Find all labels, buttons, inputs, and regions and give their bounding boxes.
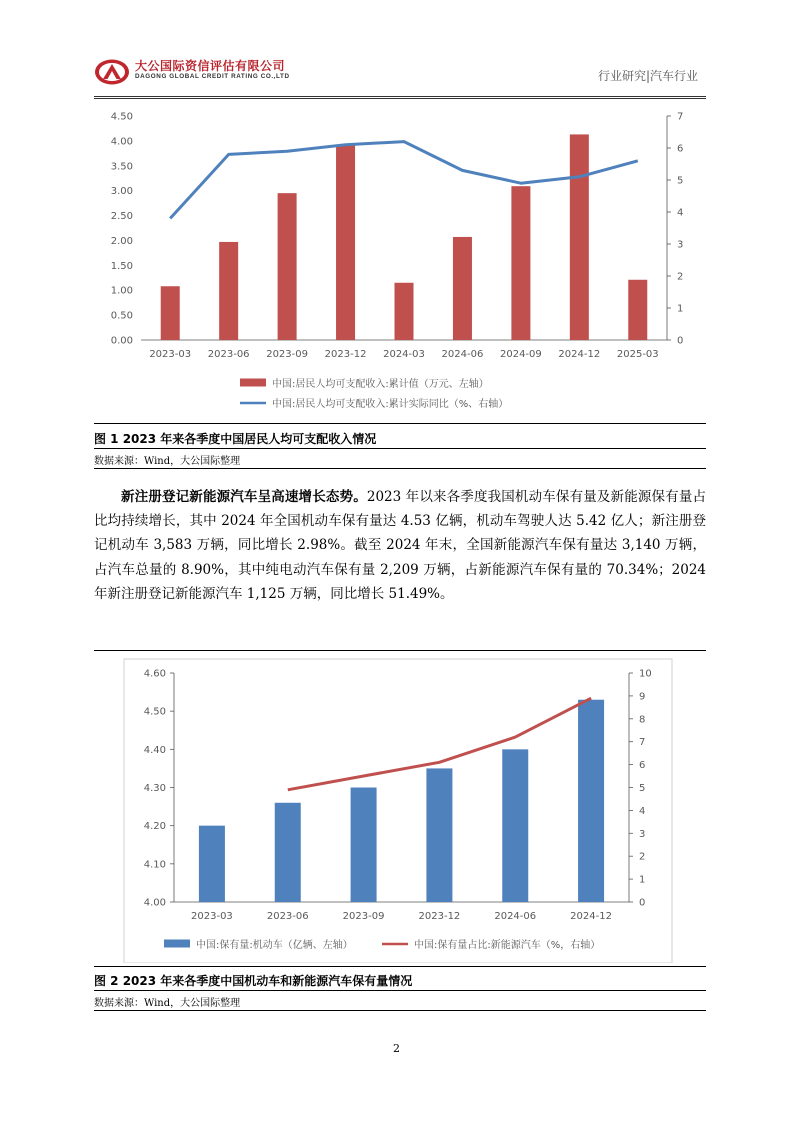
fig1-ytick-right: 3 xyxy=(677,239,684,251)
fig2-xtick: 2023-06 xyxy=(266,911,309,922)
fig1-xtick: 2024-09 xyxy=(499,349,542,360)
fig1-bar xyxy=(511,186,530,340)
fig1-ytick-left: 2.50 xyxy=(110,211,133,223)
fig2-ytick-right: 1 xyxy=(639,874,646,886)
figure2-caption-rule xyxy=(94,990,706,991)
fig2-xtick: 2024-12 xyxy=(570,911,612,922)
fig2-ytick-right: 6 xyxy=(639,760,646,772)
fig1-ytick-left: 0.50 xyxy=(110,310,133,322)
fig1-legend-label: 中国:居民人均可支配收入:累计实际同比（%、右轴） xyxy=(272,399,509,410)
figure1-chart xyxy=(94,99,706,422)
body-paragraph xyxy=(94,485,706,606)
fig2-bar xyxy=(578,700,604,902)
figure2-chart xyxy=(94,653,706,963)
paragraph-lead: 新注册登记新能源汽车呈高速增长态势。 xyxy=(121,489,367,505)
fig1-ytick-left: 2.00 xyxy=(110,235,133,247)
page-header xyxy=(94,54,706,96)
fig2-ytick-left: 4.50 xyxy=(143,706,166,718)
fig2-ytick-right: 4 xyxy=(639,805,646,817)
fig1-bar xyxy=(628,280,647,340)
fig2-ytick-left: 4.20 xyxy=(143,821,166,833)
fig2-bar xyxy=(199,826,225,902)
fig2-ytick-left: 4.10 xyxy=(143,859,166,871)
company-name-en: DAGONG GLOBAL CREDIT RATING CO.,LTD xyxy=(135,73,290,80)
fig2-legend-label: 中国:保有量占比:新能源汽车（%，右轴） xyxy=(414,940,601,951)
fig2-ytick-left: 4.00 xyxy=(143,897,166,909)
figure1-bottom-rule xyxy=(94,468,706,469)
fig1-ytick-right: 7 xyxy=(677,111,684,123)
fig1-bar xyxy=(278,193,297,340)
fig1-xtick: 2023-12 xyxy=(324,349,367,360)
fig1-ytick-right: 2 xyxy=(677,271,684,283)
fig1-ytick-left: 3.50 xyxy=(110,161,133,173)
figure2-caption: 图 2 2023 年来各季度中国机动车和新能源汽车保有量情况 xyxy=(94,974,413,988)
header-divider xyxy=(94,96,706,97)
fig1-bar xyxy=(219,242,238,340)
fig1-ytick-left: 1.50 xyxy=(110,260,133,272)
fig2-bar xyxy=(502,749,528,902)
fig1-ytick-left: 0.00 xyxy=(110,335,133,347)
page-number: 2 xyxy=(393,1042,400,1055)
fig1-xtick: 2023-09 xyxy=(266,349,309,360)
fig1-ytick-right: 4 xyxy=(677,207,684,219)
fig2-xtick: 2024-06 xyxy=(494,911,537,922)
fig2-legend-swatch-bar xyxy=(164,940,190,948)
fig2-ytick-left: 4.30 xyxy=(143,783,166,794)
fig2-ytick-right: 0 xyxy=(639,897,646,909)
fig1-ytick-left: 4.00 xyxy=(110,136,133,148)
fig1-ytick-right: 1 xyxy=(677,303,684,315)
figure2-source: 数据来源：Wind，大公国际整理 xyxy=(94,998,241,1009)
figure1-caption-rule xyxy=(94,448,706,449)
fig1-legend-label: 中国:居民人均可支配收入:累计值（万元、左轴） xyxy=(272,379,489,390)
fig1-bar xyxy=(395,283,414,340)
fig1-xtick: 2023-06 xyxy=(207,349,250,360)
section-tag: 行业研究|汽车行业 xyxy=(597,69,698,83)
fig2-ytick-right: 7 xyxy=(639,737,646,749)
figure2-caption-top-rule xyxy=(94,966,706,967)
fig1-xtick: 2024-12 xyxy=(558,349,601,360)
fig1-bar xyxy=(570,134,589,340)
figure1-caption: 图 1 2023 年来各季度中国居民人均可支配收入情况 xyxy=(94,432,377,446)
fig1-ytick-left: 3.00 xyxy=(110,186,133,198)
figure2-bottom-rule xyxy=(94,1010,706,1011)
fig2-ytick-right: 10 xyxy=(639,668,652,680)
fig1-series-line xyxy=(170,142,638,219)
figure2-svg xyxy=(94,653,706,963)
company-name-cn: 大公国际资信评估有限公司 xyxy=(135,59,286,73)
fig1-ytick-right: 5 xyxy=(677,175,684,187)
fig1-xtick: 2023-03 xyxy=(149,349,192,360)
fig2-ytick-left: 4.60 xyxy=(143,668,166,680)
paragraph-body: 2023 年以来各季度我国机动车保有量及新能源保有量占比均持续增长，其中 2024 年全国机动车保有量达 4.53 亿辆，机动车驾驶人达 5.42 亿人；新注册登记机动车 3,583 万辆，同比增长 2.98%。截至 2024 年末，全国新能源汽车保有量达 3,140 万辆，占汽车总量的 8.90%，其中纯电动汽车保有量 2,209 万辆，占新能源汽车保有量的 70.34%；2024 年新注册登记新能源汽车 1,125 万辆，同比增长 51.49%。 xyxy=(94,489,706,602)
fig1-ytick-right: 0 xyxy=(677,335,684,347)
fig2-ytick-right: 9 xyxy=(639,691,646,703)
fig2-ytick-right: 2 xyxy=(639,851,646,863)
fig1-ytick-left: 1.00 xyxy=(110,285,133,297)
fig2-bar xyxy=(426,768,452,902)
fig1-xtick: 2024-03 xyxy=(383,349,425,360)
fig1-bar xyxy=(453,237,472,340)
fig2-xtick: 2023-12 xyxy=(418,911,461,922)
fig2-bar xyxy=(275,803,301,902)
fig2-ytick-right: 5 xyxy=(639,783,646,794)
fig1-ytick-left: 4.50 xyxy=(110,111,133,123)
fig1-xtick: 2025-03 xyxy=(616,349,659,360)
fig1-ytick-right: 6 xyxy=(677,143,684,155)
fig2-xtick: 2023-03 xyxy=(191,911,233,922)
figure2-top-rule xyxy=(94,650,706,651)
dagong-logo-icon xyxy=(94,58,130,86)
fig2-xtick: 2023-09 xyxy=(342,911,385,922)
fig1-bar xyxy=(161,286,180,340)
fig2-legend-label: 中国:保有量:机动车（亿辆、左轴） xyxy=(196,940,353,951)
fig2-bar xyxy=(351,788,377,903)
figure1-top-rule xyxy=(94,423,706,424)
fig1-bar xyxy=(336,145,355,340)
fig2-ytick-left: 4.40 xyxy=(143,744,166,756)
figure1-source: 数据来源：Wind，大公国际整理 xyxy=(94,456,241,467)
fig1-xtick: 2024-06 xyxy=(441,349,484,360)
fig2-ytick-right: 3 xyxy=(639,828,646,840)
figure1-svg xyxy=(94,99,706,422)
fig1-legend-swatch-bar xyxy=(240,379,266,387)
fig2-ytick-right: 8 xyxy=(639,714,646,726)
